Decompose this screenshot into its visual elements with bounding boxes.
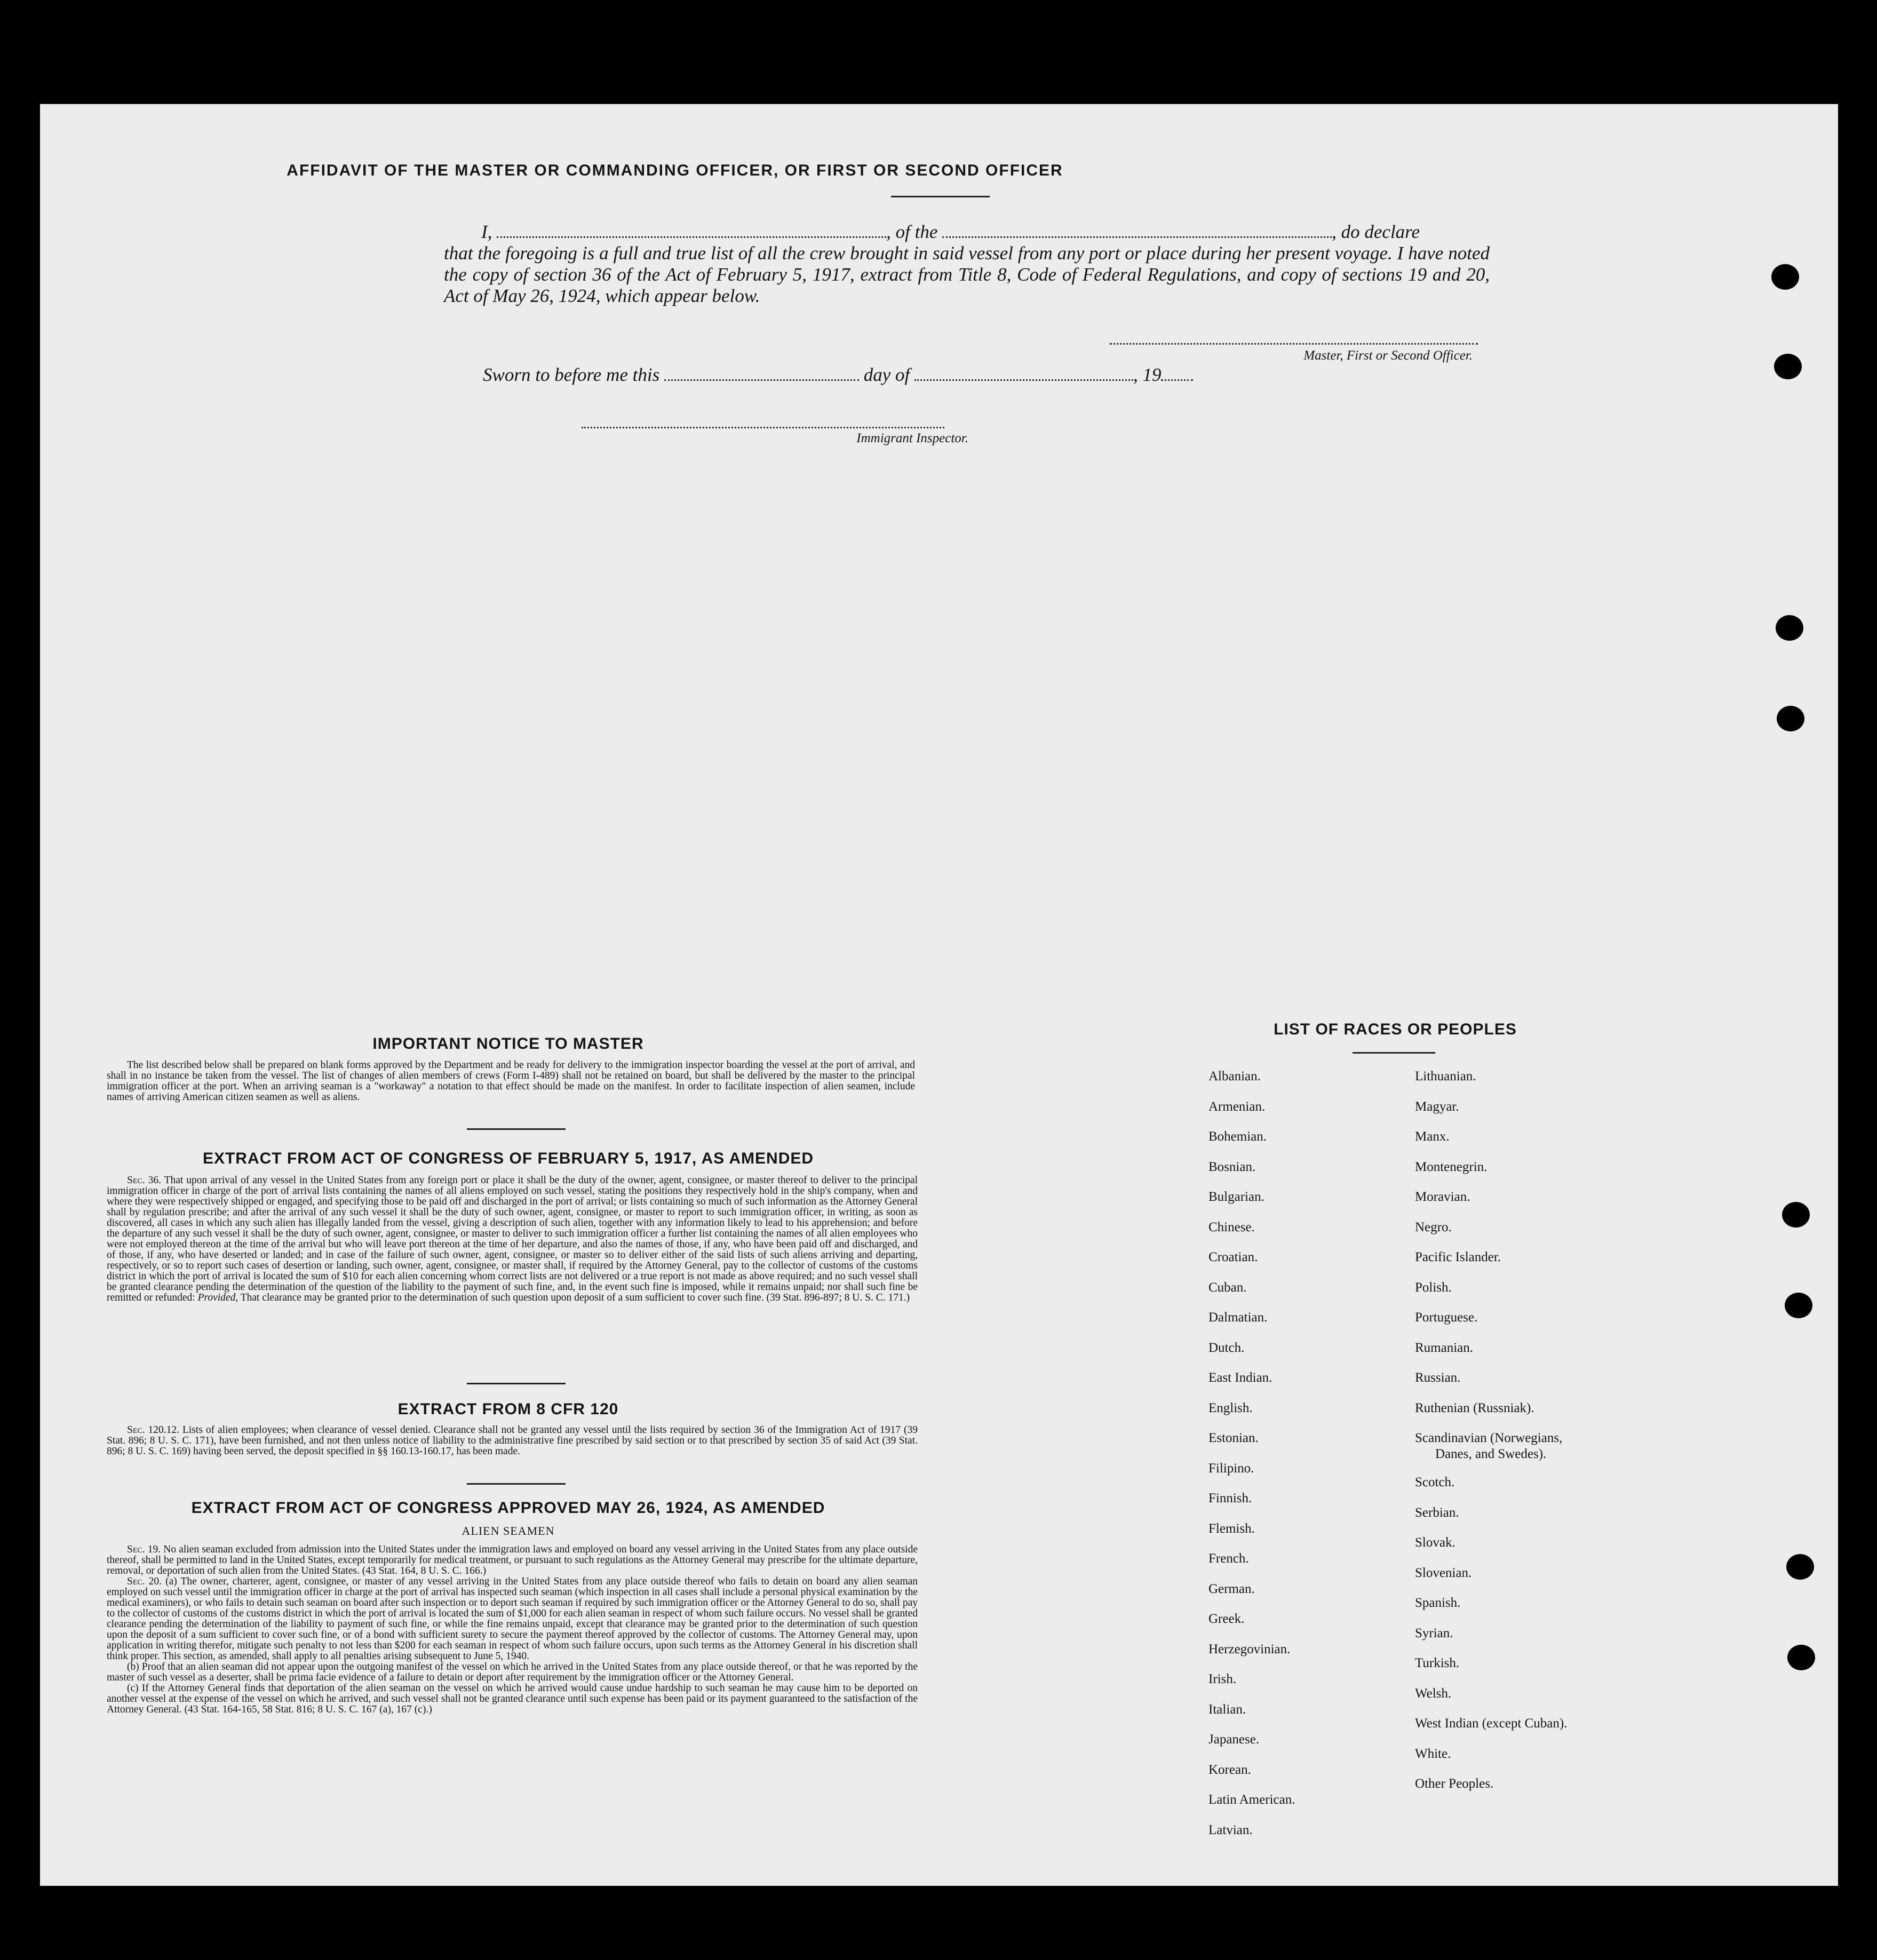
- race-item: Pacific Islander.: [1415, 1250, 1501, 1264]
- race-item: Syrian.: [1415, 1626, 1453, 1640]
- sec-36-text-2: That clearance may be granted prior to the determination of such question upon deposit of a sum sufficient to cover such fine. (39 Stat. 896-897; 8 U. S. C. 171.): [240, 1292, 910, 1303]
- race-item: Latin American.: [1208, 1792, 1295, 1807]
- race-item: Serbian.: [1415, 1505, 1459, 1520]
- race-item: Scotch.: [1415, 1475, 1455, 1489]
- race-item: Ruthenian (Russniak).: [1415, 1400, 1534, 1415]
- extract-1917-body: [107, 1175, 918, 1303]
- affidavit-text: that the foregoing is a full and true list of all the crew brought in said vessel from any port or place during her present voyage. I have noted the copy of section 36 of the Act of February 5, 1917, extract from Title 8, Code of Federal Regulations, and copy of sections 19 and 20, Act of May 26, 1924, which appear below.: [444, 243, 1490, 306]
- race-item: Slovak.: [1415, 1535, 1456, 1550]
- race-item: Lithuanian.: [1415, 1069, 1476, 1083]
- race-item: Scandinavian (Norwegians,: [1415, 1431, 1563, 1445]
- do-declare-label: , do declare: [1332, 221, 1420, 242]
- divider: [467, 1483, 566, 1485]
- sec-120-label: Sec. 120.12.: [127, 1424, 180, 1436]
- race-item: Flemish.: [1208, 1521, 1255, 1536]
- race-item: Latvian.: [1208, 1822, 1253, 1837]
- race-item: Cuban.: [1208, 1280, 1247, 1295]
- day-of-label: day of: [863, 364, 910, 385]
- notice-body: [107, 1060, 915, 1103]
- race-item: Irish.: [1208, 1672, 1237, 1686]
- punch-hole: [1786, 1554, 1814, 1580]
- punch-hole: [1774, 354, 1802, 379]
- race-item: Dutch.: [1208, 1340, 1245, 1355]
- race-item: Other Peoples.: [1415, 1776, 1494, 1791]
- race-item-multiline: [1415, 1423, 1567, 1468]
- race-item: Portuguese.: [1415, 1310, 1478, 1325]
- punch-hole: [1787, 1645, 1815, 1670]
- race-item: Welsh.: [1415, 1686, 1452, 1701]
- notice-text: The list described below shall be prepared on blank forms approved by the Department and be ready for delivery to the immigration inspector boarding the vessel at the port of arrival, and shall in no instance be taken from the vessel. The list of changes of alien members of crews (Form I-489) shall not be retained on board, but shall be delivered by the master to the principal immigration officer at the port. When an arriving seaman is a "workaway" a notation to that effect should be made on the manifest. In order to facilitate inspection of alien seamen, include names of arriving American citizen seamen as well as aliens.: [107, 1059, 915, 1103]
- race-item: Albanian.: [1208, 1069, 1261, 1083]
- race-item: Turkish.: [1415, 1656, 1460, 1670]
- month-blank: [914, 379, 1133, 381]
- alien-seamen-subtitle: ALIEN SEAMEN: [462, 1524, 555, 1537]
- punch-hole: [1782, 1202, 1810, 1228]
- affidavit-body: [444, 221, 1490, 307]
- extract-cfr-title: EXTRACT FROM 8 CFR 120: [397, 1400, 619, 1418]
- sec-20-label: Sec. 20.: [127, 1576, 162, 1587]
- race-item: Estonian.: [1208, 1431, 1259, 1445]
- sworn-line: [483, 364, 1193, 386]
- extract-cfr-body: [107, 1425, 918, 1457]
- race-item: Polish.: [1415, 1280, 1452, 1295]
- race-item: Negro.: [1415, 1220, 1452, 1234]
- race-item: German.: [1208, 1581, 1255, 1596]
- punch-hole: [1777, 706, 1804, 731]
- race-item: Bosnian.: [1208, 1159, 1256, 1174]
- race-item: Chinese.: [1208, 1220, 1255, 1234]
- affidavit-title: AFFIDAVIT OF THE MASTER OR COMMANDING OFFICER, OR FIRST OR SECOND OFFICER: [287, 162, 1063, 179]
- year-blank: [1161, 379, 1193, 381]
- sec-20-c-text: (c) If the Attorney General finds that deportation of the alien seaman on the vessel on which he arrived would cause undue hardship to such seaman he may cause him to be deported on another vessel at the expense of the vessel on which he arrived, and such vessel shall not be granted clearance until such expense has been paid or its payment guaranteed to the satisfaction of the Attorney General. (43 Stat. 164-165, 58 Stat. 816; 8 U. S. C. 167 (a), 167 (c).): [107, 1683, 918, 1715]
- race-item: Herzegovinian.: [1208, 1642, 1291, 1656]
- race-item: Manx.: [1415, 1129, 1450, 1144]
- notice-title: IMPORTANT NOTICE TO MASTER: [372, 1035, 644, 1053]
- punch-hole: [1771, 264, 1799, 290]
- of-the-label: , of the: [886, 221, 938, 242]
- race-item: Magyar.: [1415, 1099, 1459, 1114]
- race-item: Armenian.: [1208, 1099, 1266, 1114]
- races-right-column: [1415, 1062, 1567, 1799]
- race-item: Russian.: [1415, 1371, 1461, 1385]
- race-item: English.: [1208, 1400, 1253, 1415]
- sec-20-b-text: (b) Proof that an alien seaman did not appear upon the outgoing manifest of the vessel on which he arrived in the United States from any place outside thereof, or that he was reported by the master of such vessel as a deserter, shall be prima facie evidence of a failure to detain or deport after requirement by the immigration officer or the Attorney General.: [107, 1661, 918, 1683]
- race-item: Bohemian.: [1208, 1129, 1267, 1144]
- extract-1917-title: EXTRACT FROM ACT OF CONGRESS OF FEBRUARY 5, 1917, AS AMENDED: [202, 1150, 814, 1167]
- sec-20-a-text: (a) The owner, charterer, agent, consignee, or master of any vessel arriving in the United States from any place outside thereof who fails to detain on board any alien seaman employed on such vessel until the immigration officer in charge at the port of arrival has inspected such seaman (which inspection in all cases shall include a personal physical examination by the medical examiners), or who fails to detain such seaman on board after such inspection or to deport such seaman if required by such immigration officer or the Attorney General to do so, shall pay to the collector of customs of the customs district in which the port of arrival is located the sum of $1,000 for each alien seaman in respect of whom such failure occurs. No vessel shall be granted clearance pending the determination of the liability to payment of such fine, or while the fine remains unpaid, except that clearance may be granted prior to the determination of such question upon the deposit of a sum sufficient to cover such fine, or of a bond with sufficient surety to secure the payment thereof approved by the collector of customs. The Attorney General may, upon application in writing therefor, mitigate such penalty to not less than $200 for each seaman in respect of whom such failure occurs, upon such terms as the Attorney General in his discretion shall think proper. This section, as amended, shall apply to all penalties arising subsequent to June 5, 1940.: [107, 1576, 918, 1662]
- master-signature-label: Master, First or Second Officer.: [1303, 348, 1473, 363]
- race-item: Rumanian.: [1415, 1340, 1474, 1355]
- race-item: Montenegrin.: [1415, 1159, 1488, 1174]
- sec-36-label: Sec. 36.: [127, 1175, 161, 1186]
- races-title-underline: [1353, 1052, 1435, 1054]
- race-item: Korean.: [1208, 1762, 1251, 1777]
- race-item: East Indian.: [1208, 1371, 1272, 1385]
- year-label: , 19: [1133, 364, 1162, 385]
- inspector-signature-line: [582, 427, 944, 428]
- race-item: Italian.: [1208, 1702, 1246, 1717]
- race-item: Moravian.: [1415, 1190, 1470, 1204]
- race-item: French.: [1208, 1551, 1249, 1566]
- title-underline: [891, 196, 990, 197]
- extract-1924-body: [107, 1544, 918, 1715]
- race-item: Japanese.: [1208, 1732, 1260, 1747]
- master-signature-line: [1110, 343, 1478, 345]
- race-item: Slovenian.: [1415, 1565, 1472, 1580]
- race-item: Greek.: [1208, 1612, 1245, 1626]
- affidavit-lead: I,: [481, 221, 492, 242]
- race-item: Finnish.: [1208, 1491, 1252, 1505]
- race-item: Bulgarian.: [1208, 1190, 1264, 1204]
- sec-120-text: Lists of alien employees; when clearance of vessel denied. Clearance shall not be granted any vessel until the lists required by section 36 of the Immigration Act of 1917 (39 Stat. 896; 8 U. S. C. 171), have been furnished, and not then unless notice of liability to the administrative fine prescribed by said section or to that prescribed by section 35 of said Act (39 Stat. 896; 8 U. S. C. 169) having been served, the deposit specified in §§ 160.13-160.17, has been made.: [107, 1424, 918, 1457]
- sworn-label: Sworn to before me this: [483, 364, 660, 385]
- inspector-signature-label: Immigrant Inspector.: [856, 431, 968, 445]
- sec-19-text: No alien seaman excluded from admission into the United States under the immigration laws and employed on board any vessel arriving in the United States from any place outside thereof, shall be permitted to land in the United States, except temporarily for medical treatment, or pursuant to such regulations as the Attorney General may prescribe for the ultimate departure, removal, or deportation of such alien from the United States. (43 Stat. 164, 8 U. S. C. 166.): [107, 1544, 918, 1576]
- punch-hole: [1776, 615, 1803, 641]
- sec-19-label: Sec. 19.: [127, 1544, 161, 1555]
- race-item: West Indian (except Cuban).: [1415, 1716, 1568, 1731]
- punch-hole: [1785, 1293, 1812, 1318]
- races-left-column: [1208, 1062, 1295, 1845]
- extract-1924-title: EXTRACT FROM ACT OF CONGRESS APPROVED MAY 26, 1924, AS AMENDED: [191, 1499, 825, 1517]
- name-blank: [497, 236, 886, 238]
- document-page: [40, 104, 1838, 1886]
- sec-36-text: That upon arrival of any vessel in the United States from any foreign port or place it shall be the duty of the owner, agent, consignee, or master thereof to deliver to the principal immigration officer in charge of the port of arrival lists containing the names of all aliens employed on such vessel, stating the positions they respectively hold in the ship's company, when and where they were respectively shipped or engaged, and specifying those to be paid off and discharged in the port of arrival; or lists containing so much of such information as the Attorney General shall by regulation prescribe; and after the arrival of any such vessel it shall be the duty of such owner, agent, consignee, or master to report to such immigration officer, in writing, as soon as discovered, all cases in which any such alien has illegally landed from the vessel, giving a description of such alien, together with any information likely to lead to his apprehension; and before the departure of any such vessel it shall be the duty of such owner, agent, consignee, or master to deliver to such immigration officer a further list containing the names of all alien employees who were not employed thereon at the time of the arrival but who will leave port thereon at the time of her departure, and also the names of those, if any, who have been paid off and discharged, and of those, if any, who have deserted or landed; and in case of the failure of such owner, agent, consignee, or master so to deliver either of the said lists of such aliens arriving and departing, respectively, or so to report such cases of desertion or landing, such owner, agent, consignee, or master shall, if required by the Attorney General, pay to the collector of customs of the customs district in which the port of arrival is located the sum of $10 for each alien concerning whom correct lists are not delivered or a true report is not made as above required; and no such vessel shall be granted clearance pending the determination of the question of the liability to the payment of such fine, and, in the event such fine is imposed, while it remains unpaid; nor shall such fine be remitted or refunded:: [107, 1175, 918, 1303]
- race-item: Dalmatian.: [1208, 1310, 1268, 1325]
- provided-label: Provided,: [197, 1292, 238, 1303]
- race-item: Spanish.: [1415, 1596, 1461, 1610]
- vessel-blank: [942, 236, 1332, 238]
- race-item: Danes, and Swedes).: [1435, 1447, 1547, 1461]
- divider: [467, 1128, 566, 1130]
- day-blank: [664, 379, 859, 381]
- race-item: White.: [1415, 1746, 1451, 1761]
- race-item: Filipino.: [1208, 1461, 1254, 1476]
- races-title: LIST OF RACES OR PEOPLES: [1274, 1021, 1517, 1038]
- divider: [467, 1383, 566, 1384]
- race-item: Croatian.: [1208, 1250, 1258, 1264]
